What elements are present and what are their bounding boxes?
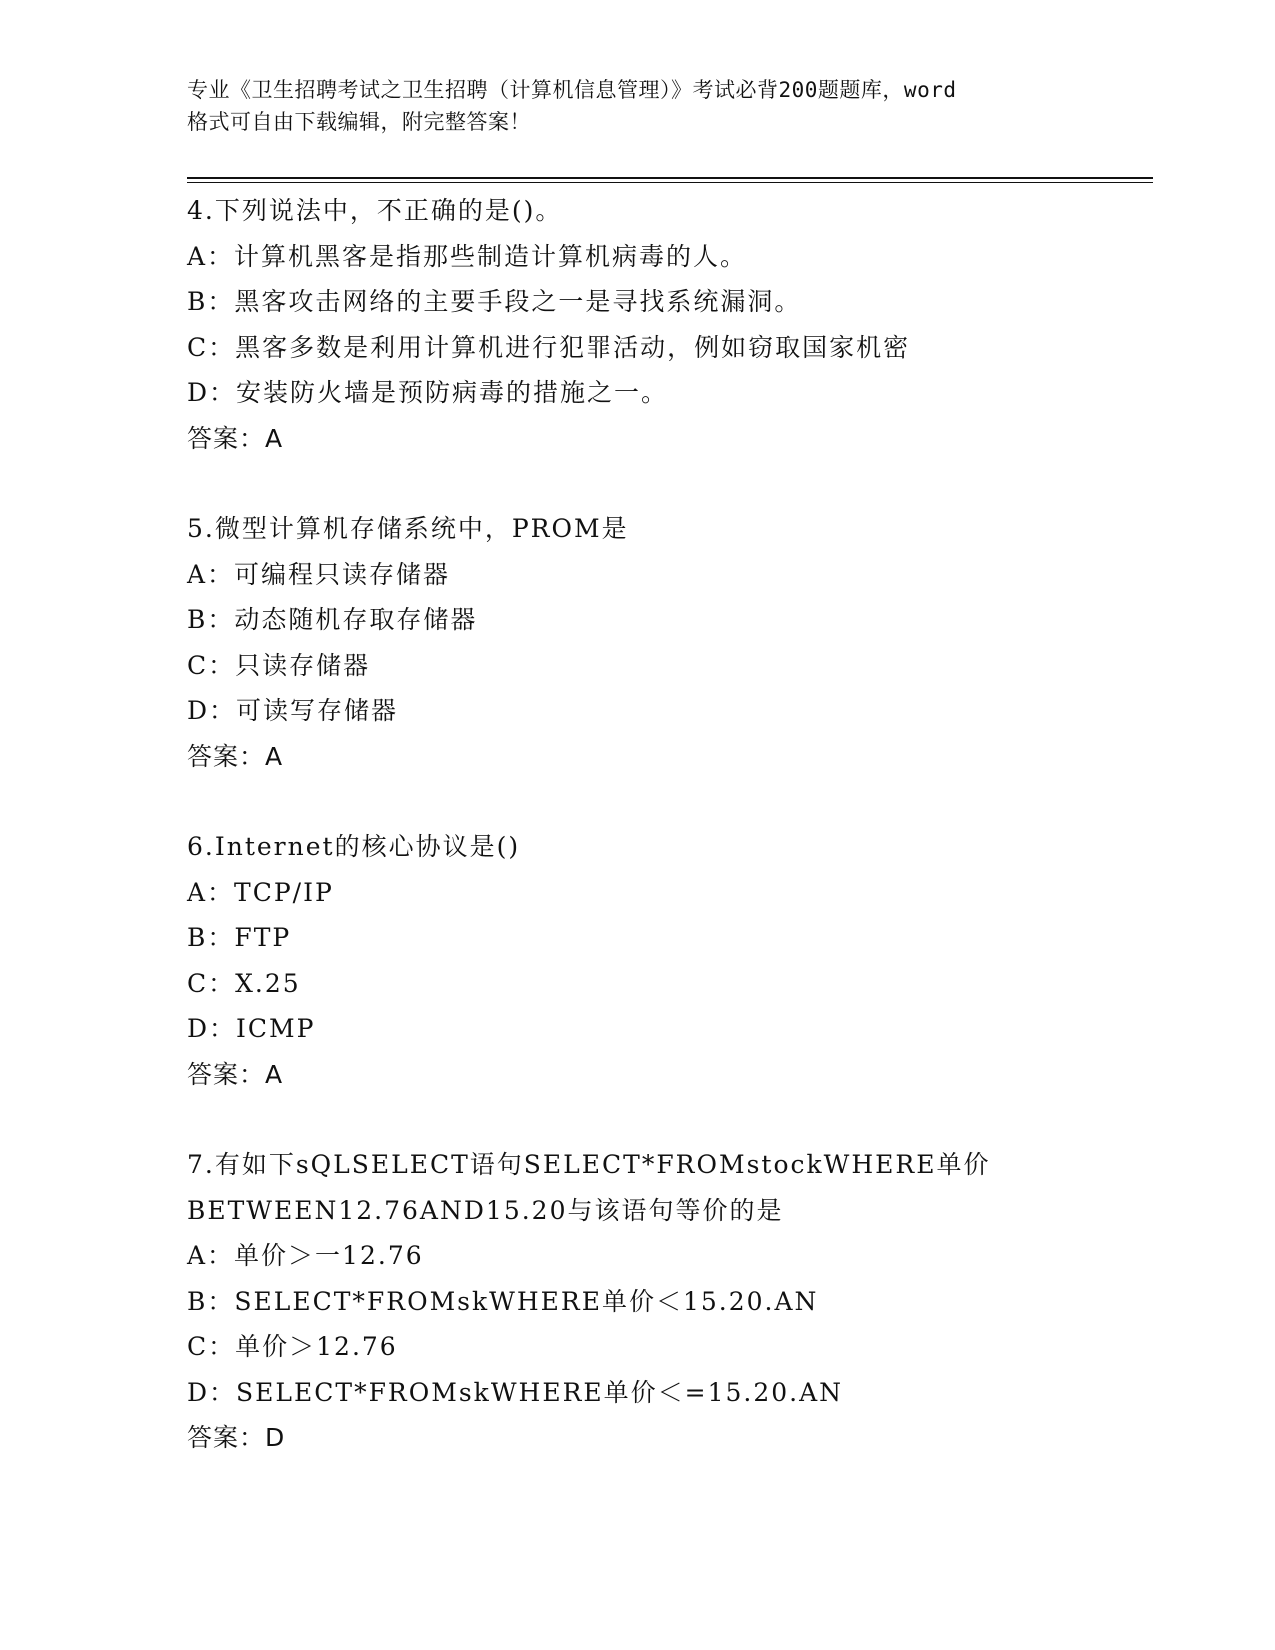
header-line-1: 专业《卫生招聘考试之卫生招聘（计算机信息管理）》考试必背200题题库，word	[187, 78, 957, 102]
question-6	[187, 824, 1153, 1097]
option-c: C：黑客多数是利用计算机进行犯罪活动，例如窃取国家机密	[187, 332, 911, 362]
option-c: C：只读存储器	[187, 650, 371, 680]
option-d: D：SELECT*FROMskWHERE单价＜=15.20.AN	[187, 1377, 844, 1407]
answer-line: 答案：D	[187, 1423, 286, 1452]
option-d: D：可读写存储器	[187, 696, 399, 725]
question-stem-line-2: BETWEEN12.76AND15.20与该语句等价的是	[187, 1195, 784, 1225]
answer-line: 答案：A	[187, 741, 284, 771]
header-divider-thin	[187, 182, 1153, 183]
question-stem-line-1: 7.有如下sQLSELECT语句SELECT*FROMstockWHERE单价	[187, 1150, 991, 1179]
option-a: A：可编程只读存储器	[187, 559, 451, 589]
question-4	[187, 188, 1153, 461]
document-header	[187, 74, 1087, 138]
option-d: D：ICMP	[187, 1014, 316, 1043]
option-c: C：单价＞12.76	[187, 1332, 398, 1361]
option-c: C：X.25	[187, 968, 301, 998]
answer-line: 答案：A	[187, 1059, 284, 1089]
option-b: B：黑客攻击网络的主要手段之一是寻找系统漏洞。	[187, 287, 802, 316]
answer-line: 答案：A	[187, 423, 284, 453]
option-b: B：SELECT*FROMskWHERE单价＜15.20.AN	[187, 1286, 819, 1316]
header-line-2: 格式可自由下载编辑，附完整答案！	[187, 110, 531, 134]
question-stem: 5.微型计算机存储系统中，PROM是	[187, 514, 629, 543]
question-7	[187, 1142, 1153, 1461]
header-divider-thick	[187, 177, 1153, 179]
option-a: A：TCP/IP	[187, 877, 334, 907]
option-a: A：计算机黑客是指那些制造计算机病毒的人。	[187, 241, 748, 271]
option-b: B：FTP	[187, 923, 292, 952]
option-d: D：安装防火墙是预防病毒的措施之一。	[187, 378, 669, 407]
question-stem: 4.下列说法中，不正确的是()。	[187, 196, 563, 225]
question-5	[187, 506, 1153, 779]
option-a: A：单价＞一12.76	[187, 1241, 424, 1270]
question-stem: 6.Internet的核心协议是()	[187, 832, 521, 861]
option-b: B：动态随机存取存储器	[187, 605, 478, 634]
question-list	[187, 188, 1153, 1506]
